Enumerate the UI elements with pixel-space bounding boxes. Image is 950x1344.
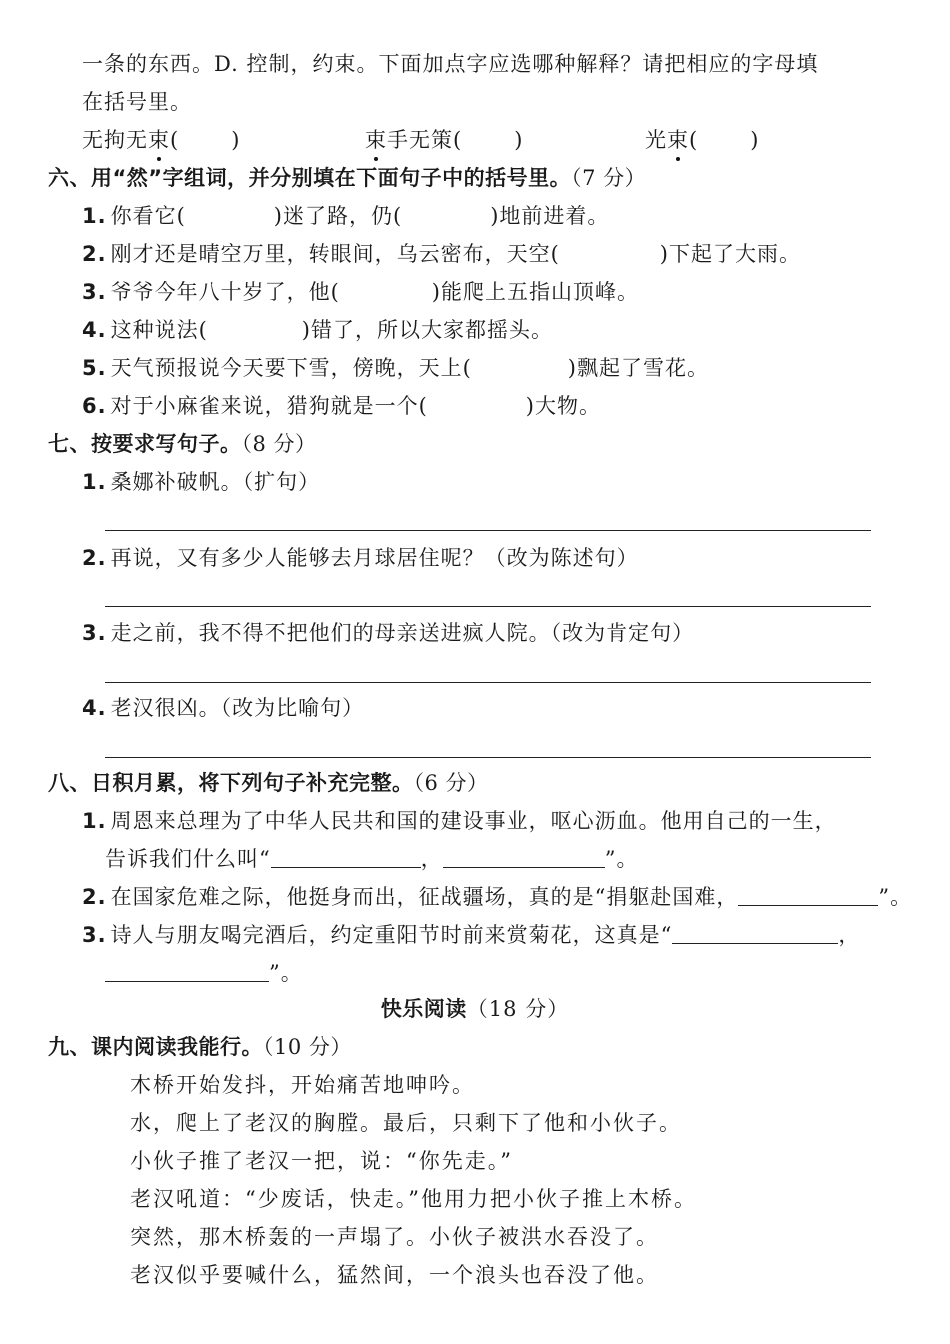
- passage-line: 突然，那木桥轰的一声塌了。小伙子被洪水吞没了。: [130, 1225, 659, 1249]
- answer-line[interactable]: [105, 757, 871, 758]
- passage-line: 老汉似乎要喊什么，猛然间，一个浪头也吞没了他。: [130, 1263, 659, 1287]
- s7-item-3: 3. 走之前，我不得不把他们的母亲送进疯人院。（改为肯定句）: [82, 621, 695, 645]
- section5-text-line2: 在括号里。: [82, 90, 192, 114]
- passage-line: 木桥开始发抖，开始痛苦地呻吟。: [130, 1073, 475, 1097]
- passage-line: 水，爬上了老汉的胸膛。最后，只剩下了他和小伙子。: [130, 1111, 682, 1135]
- reading-section-title: 快乐阅读（18 分）: [380, 997, 570, 1021]
- section6-heading: 六、用“然”字组词，并分别填在下面句子中的括号里。（7 分）: [48, 166, 647, 190]
- passage-line: 老汉吼道：“少废话，快走。”他用力把小伙子推上木桥。: [130, 1187, 697, 1211]
- s6-item-5: 5. 天气预报说今天要下雪，傍晚，天上( )飘起了雪花。: [82, 356, 709, 380]
- s6-item-6: 6. 对于小麻雀来说，猎狗就是一个( )大物。: [82, 394, 601, 418]
- s8-item-2: 2. 在国家危难之际，他挺身而出，征战疆场，真的是“捐躯赴国难， ”。: [82, 885, 913, 909]
- s8-item-3-line2: ”。: [105, 959, 303, 987]
- section5-text-line1: 一条的东西。D. 控制，约束。下面加点字应选哪种解释？请把相应的字母填: [82, 52, 819, 76]
- section9-heading: 九、课内阅读我能行。（10 分）: [48, 1035, 352, 1059]
- s7-item-1: 1. 桑娜补破帆。（扩句）: [82, 470, 321, 494]
- s7-item-4: 4. 老汉很凶。（改为比喻句）: [82, 696, 365, 720]
- s6-item-3: 3. 爷爷今年八十岁了，他( )能爬上五指山顶峰。: [82, 280, 639, 304]
- emphasis-dot-char: 束: [148, 128, 170, 152]
- s6-item-4: 4. 这种说法( )错了，所以大家都摇头。: [82, 318, 553, 342]
- answer-line[interactable]: [105, 606, 871, 607]
- section8-heading: 八、日积月累，将下列句子补充完整。（6 分）: [48, 771, 489, 795]
- s8-item-1-line1: 1. 周恩来总理为了中华人民共和国的建设事业，呕心沥血。他用自己的一生，: [82, 809, 837, 833]
- s8-item-1-line2: 告诉我们什么叫“ ， ”。: [105, 847, 639, 871]
- answer-line[interactable]: [105, 682, 871, 683]
- emphasis-dot-char: 束: [667, 128, 689, 152]
- section7-heading: 七、按要求写句子。（8 分）: [48, 432, 317, 456]
- s7-item-2: 2. 再说，又有多少人能够去月球居住呢？（改为陈述句）: [82, 546, 639, 570]
- idiom-3: 光束( ): [645, 128, 760, 152]
- s6-item-1: 1. 你看它( )迷了路，仍( )地前进着。: [82, 204, 610, 228]
- answer-line[interactable]: [105, 530, 871, 531]
- s6-item-2: 2. 刚才还是晴空万里，转眼间，乌云密布，天空( )下起了大雨。: [82, 242, 801, 266]
- passage-line: 小伙子推了老汉一把，说：“你先走。”: [130, 1149, 513, 1173]
- idiom-1: 无拘无束( ): [82, 128, 241, 152]
- idiom-2: 束手无策( ): [365, 128, 524, 152]
- s8-item-3-line1: 3. 诗人与朋友喝完酒后，约定重阳节时前来赏菊花，这真是“ ，: [82, 923, 861, 947]
- emphasis-dot-char: 束: [365, 128, 387, 152]
